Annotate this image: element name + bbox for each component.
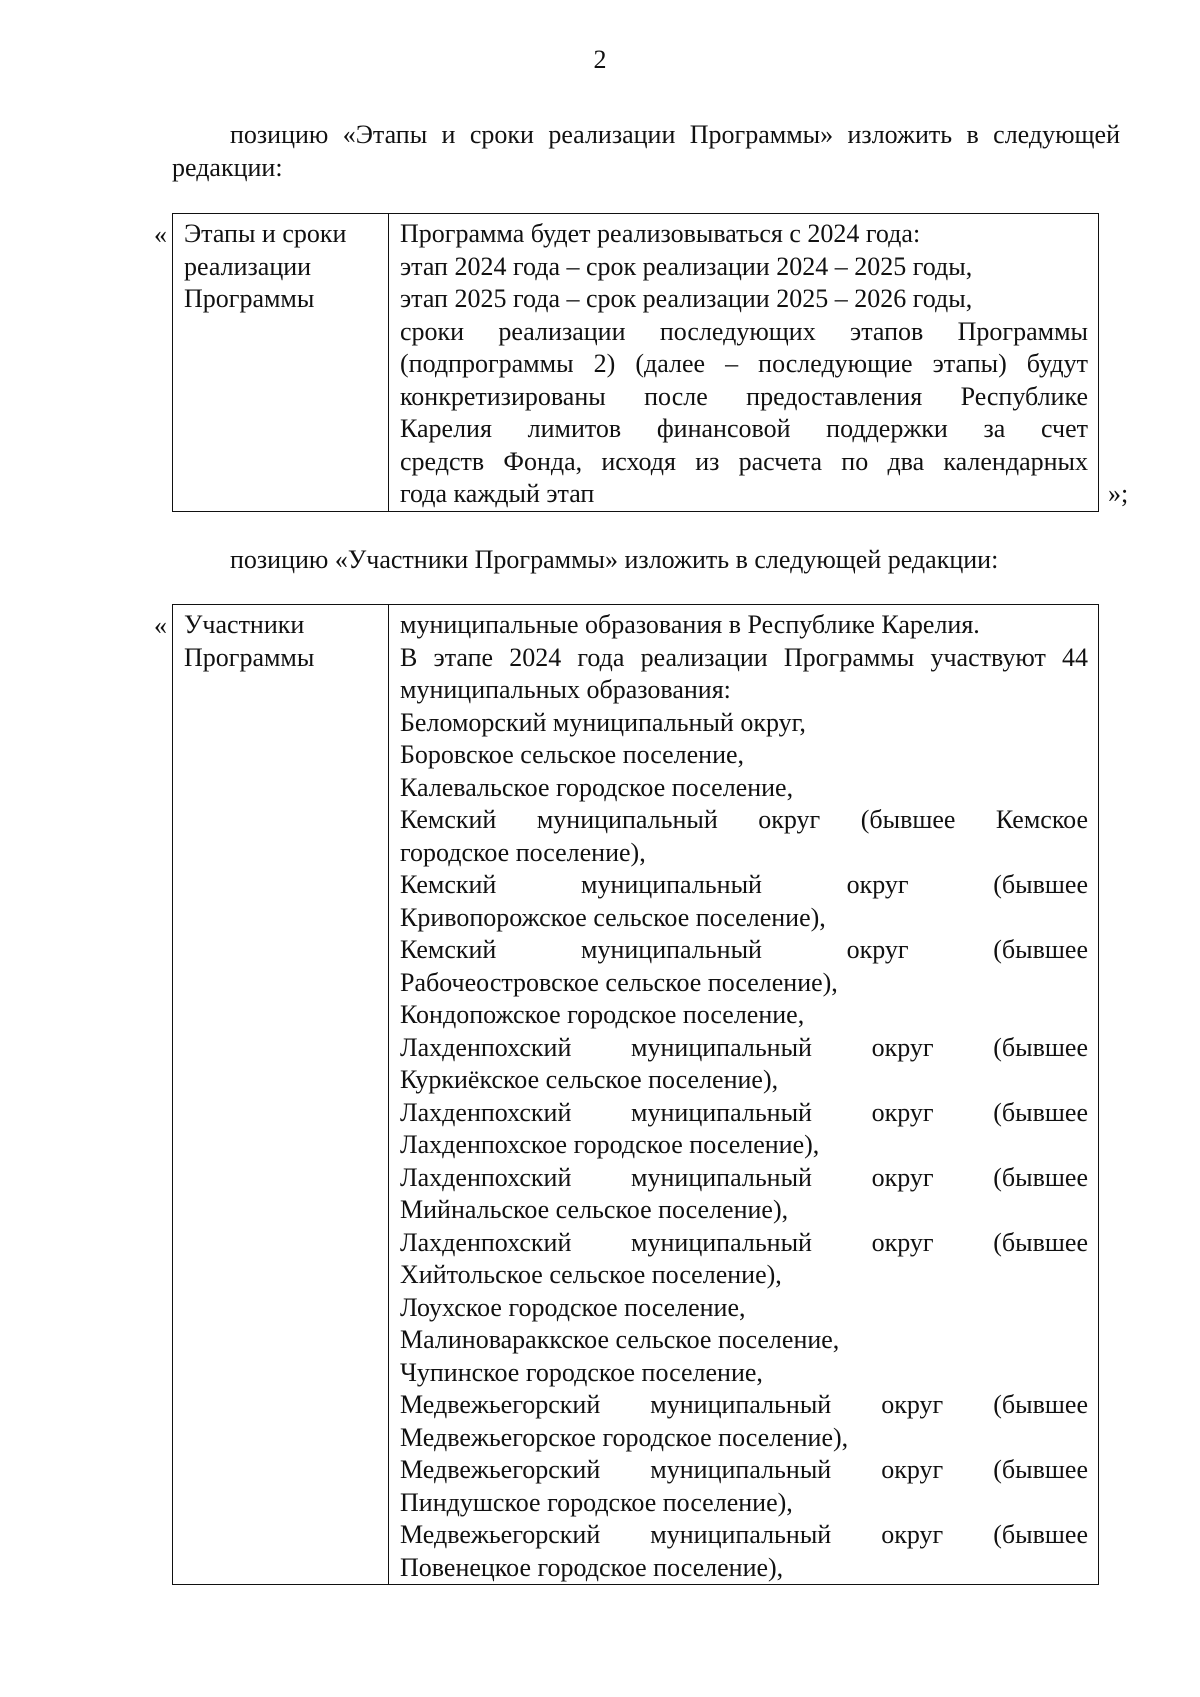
stages-text-line: этап 2024 года – срок реализации 2024 – 2025 годы,	[400, 251, 973, 281]
stages-value-cell	[389, 214, 1099, 512]
participants-text-line: Медвежьегорское городское поселение),	[400, 1422, 849, 1452]
participants-row	[173, 605, 1099, 1585]
opening-quote-stages: «	[154, 220, 167, 249]
participants-text-line: Кемский муниципальный округ (бывшее	[400, 870, 1088, 899]
participants-text-line: В этапе 2024 года реализации Программы участвуют 44	[400, 642, 1088, 672]
participants-text-line: Куркиёкское сельское поселение),	[400, 1065, 779, 1094]
participants-text-line: Боровское сельское поселение,	[400, 740, 745, 769]
participants-table	[172, 604, 1099, 1585]
participants-text-line: Кемский муниципальный округ (бывшее Кемское	[400, 805, 1088, 834]
participants-text-line: Лоухское городское поселение,	[400, 1292, 746, 1322]
participants-text-line: Кемский муниципальный округ (бывшее	[400, 935, 1088, 964]
stages-text-line: Программа будет реализовываться с 2024 года:	[400, 219, 921, 248]
stages-text-line: Карелия лимитов финансовой поддержки за счет	[400, 414, 1088, 443]
participants-text-line: Лахденпохский муниципальный округ (бывшее	[400, 1162, 1088, 1192]
participants-label-line: Программы	[184, 642, 315, 672]
stages-text-line: года каждый этап	[400, 479, 595, 508]
participants-text-line: Медвежьегорский муниципальный округ (бывшее	[400, 1455, 1088, 1484]
participants-text-line: муниципальные образования в Республике Карелия.	[400, 610, 980, 639]
participants-text-line: Кривопорожское сельское поселение),	[400, 902, 826, 932]
participants-text-line: Калевальское городское поселение,	[400, 772, 794, 802]
stages-label-cell	[173, 214, 389, 512]
participants-text-line: Кондопожское городское поселение,	[400, 1000, 805, 1029]
participants-text-line: Медвежьегорский муниципальный округ (бывшее	[400, 1390, 1088, 1419]
stages-text-line: сроки реализации последующих этапов Программы	[400, 316, 1088, 346]
participants-label-line: Участники	[184, 610, 305, 639]
participants-label-cell	[173, 605, 389, 1585]
stages-text-line: конкретизированы после предоставления Республике	[400, 381, 1088, 411]
stages-text-line: этап 2025 года – срок реализации 2025 – 2026 годы,	[400, 284, 973, 313]
participants-text-line: Беломорский муниципальный округ,	[400, 707, 806, 737]
stages-table	[172, 213, 1099, 512]
participants-text-line: Лахденпохское городское поселение),	[400, 1130, 820, 1159]
participants-text-line: Хийтольское сельское поселение),	[400, 1260, 782, 1289]
participants-text-line: Лахденпохский муниципальный округ (бывшее	[400, 1097, 1088, 1127]
participants-text-line: Повенецкое городское поселение),	[400, 1552, 784, 1582]
participants-text-line: Пиндушское городское поселение),	[400, 1487, 793, 1517]
page-number: 2	[593, 45, 607, 74]
intro-paragraph-participants: позицию «Участники Программы» изложить в следующей редакции:	[230, 545, 999, 574]
participants-text-line: Мийнальское сельское поселение),	[400, 1195, 789, 1224]
stages-label-line: Программы	[184, 284, 315, 313]
stages-text-line: средств Фонда, исходя из расчета по два календарных	[400, 446, 1088, 476]
participants-text-line: Рабочеостровское сельское поселение),	[400, 967, 838, 997]
opening-quote-participants: «	[154, 611, 167, 640]
stages-label-line: Этапы и сроки	[184, 219, 347, 248]
stages-row	[173, 214, 1099, 512]
participants-text-line: муниципальных образования:	[400, 675, 731, 704]
intro-paragraph-stages: позицию «Этапы и сроки реализации Программы» изложить в следующей редакции:	[172, 120, 1120, 182]
participants-text-line: Лахденпохский муниципальный округ (бывшее	[400, 1032, 1088, 1062]
closing-quote-stages: »;	[1108, 479, 1129, 508]
stages-text-line: (подпрограммы 2) (далее – последующие этапы) будут	[400, 349, 1088, 378]
participants-text-line: Чупинское городское поселение,	[400, 1357, 763, 1387]
participants-text-line: Медвежьегорский муниципальный округ (бывшее	[400, 1520, 1088, 1549]
participants-value-cell	[389, 605, 1099, 1585]
participants-text-line: городское поселение),	[400, 837, 646, 867]
participants-text-line: Малиновараккское сельское поселение,	[400, 1325, 840, 1354]
stages-label-line: реализации	[184, 251, 312, 281]
participants-text-line: Лахденпохский муниципальный округ (бывшее	[400, 1227, 1088, 1257]
